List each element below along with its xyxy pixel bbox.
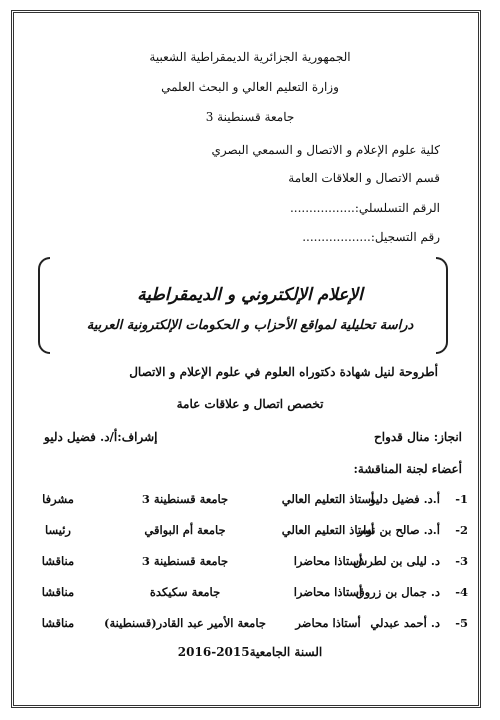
serial-number: الرقم التسلسلي:................. [289,201,440,215]
author-credit: انجاز: منال قدواح [374,430,462,444]
committee-row [0,492,500,510]
republic-title: الجمهورية الجزائرية الديمقراطية الشعبية [149,50,351,64]
member-role: مناقشا [41,616,75,630]
ministry-title: وزارة التعليم العالي و البحث العلمي [161,80,339,94]
member-number: 5- [455,616,468,630]
member-university: جامعة قسنطينة 3 [141,492,229,506]
department-name: قسم الاتصال و العلاقات العامة [288,171,440,185]
member-role: مشرفا [42,492,74,506]
university-title: جامعة قسنطينة 3 [205,110,295,124]
member-name: أ.د. صالح بن نوار [357,523,440,537]
member-name: د. ليلى بن لطرش [353,554,440,568]
committee-row [0,616,500,634]
thesis-subtitle: دراسة تحليلية لمواقع الأحزاب و الحكومات الإلكترونية العربية [86,318,414,333]
member-number: 1- [455,492,468,506]
college-name: كلية علوم الإعلام و الاتصال و السمعي البصري [211,143,440,157]
member-number: 2- [455,523,468,537]
member-role: مناقشا [41,585,75,599]
member-name: د. أحمد عبدلي [370,616,440,630]
member-university: جامعة الأمير عبد القادر(قسنطينة) [104,616,266,630]
member-rank: أستاذ التعليم العالي [281,523,375,537]
registration-number: رقم التسجيل:.................. [302,230,440,244]
member-role: رئيسا [45,523,71,537]
right-bracket [436,257,448,354]
thesis-title: الإعلام الإلكتروني و الديمقراطية [137,285,363,305]
member-rank: أستاذا محاضرا [293,585,363,599]
academic-year: السنة الجامعية2015-2016 [177,645,323,659]
member-number: 3- [455,554,468,568]
member-university: جامعة أم البواقي [144,523,226,537]
member-university: جامعة قسنطينة 3 [141,554,229,568]
committee-row [0,585,500,603]
member-university: جامعة سكيكدة [149,585,221,599]
member-rank: أستاذا محاضر [295,616,361,630]
thesis-purpose: أطروحة لنيل شهادة دكتوراه العلوم في علوم الإعلام و الاتصال [129,365,438,379]
left-bracket [38,257,50,354]
member-name: د. جمال بن زروق [355,585,440,599]
title-frame [38,257,448,354]
member-name: أ.د. فضيل دليو [369,492,440,506]
committee-heading: أعضاء لجنة المناقشة: [353,462,462,476]
specialty: تخصص اتصال و علاقات عامة [176,397,324,411]
member-role: مناقشا [41,554,75,568]
supervisor-credit: إشراف:أ/د. فضيل دليو [44,430,158,444]
committee-row [0,554,500,572]
member-number: 4- [455,585,468,599]
member-rank: أستاذا محاضرا [293,554,363,568]
committee-row [0,523,500,541]
member-rank: أستاذ التعليم العالي [281,492,375,506]
